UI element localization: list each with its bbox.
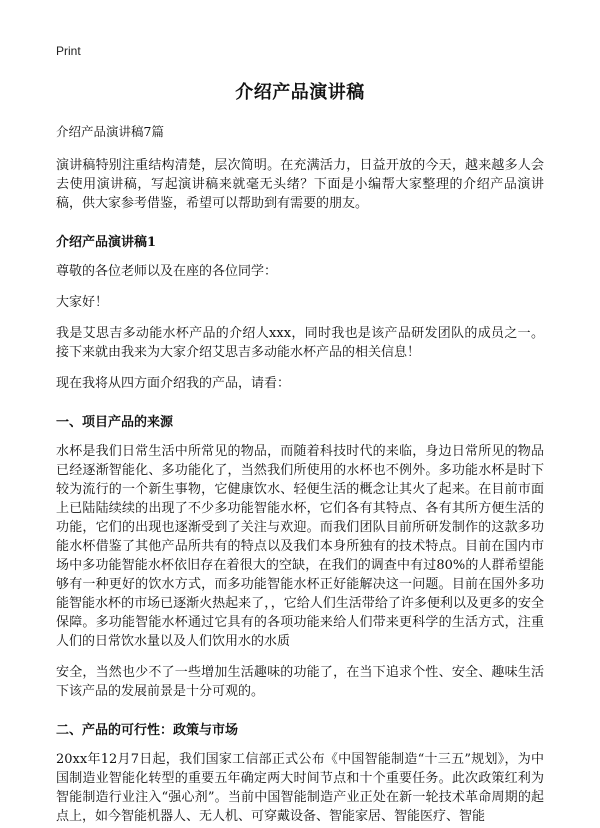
hello-paragraph: 大家好！ bbox=[56, 295, 109, 310]
section-heading-feasibility: 二、产品的可行性：政策与市场 bbox=[56, 723, 239, 738]
intro-paragraph: 演讲稿特别注重结构清楚，层次简明。在充满活力，日益开放的今天，越来越多人会去使用演讲稿，写起演讲稿来就毫无头绪？下面是小编帮大家整理的介绍产品演讲稿，供大家参考借鉴，希望可以帮助到有需要的朋友。 bbox=[56, 158, 544, 211]
section-heading-speech-1: 介绍产品演讲稿1 bbox=[56, 235, 157, 250]
section-heading-source: 一、项目产品的来源 bbox=[56, 415, 174, 430]
policy-paragraph: 20xx年12月7日起，我们国家工信部正式公布《中国智能制造“十三五”规划》，为中国制造业智能化转型的重要五年确定两大时间节点和十个重要任务。此次政策红利为智能制造行业注入“强心剂”。当前中国智能制造产业正处在新一轮技术革命周期的起点上，如今智能机器人、无人机、可穿戴设备、智能家居、智能医疗、智能 bbox=[56, 752, 544, 824]
overview-paragraph: 现在我将从四方面介绍我的产品，请看： bbox=[56, 376, 291, 391]
document-subtitle: 介绍产品演讲稿7篇 bbox=[56, 124, 164, 139]
print-link[interactable]: Print bbox=[56, 44, 81, 58]
safety-paragraph: 安全，当然也少不了一些增加生活趣味的功能了，在当下追求个性、安全、趣味生活下该产品的发展前景是十分可观的。 bbox=[56, 665, 544, 699]
source-paragraph: 水杯是我们日常生活中所常见的物品，而随着科技时代的来临，身边日常所见的物品已经逐渐智能化、多功能化了，当然我们所使用的水杯也不例外。多功能水杯是时下较为流行的一个新生事物，它健康饮水、轻便生活的概念让其火了起来。在目前市面上已陆陆续续的出现了不少多功能智能水杯，它们各有其特点、各有其所方便生活的功能，它们的出现也逐渐受到了关注与欢迎。而我们团队目前所研发制作的这款多功能水杯借鉴了其他产品所共有的特点以及我们本身所独有的技术特点。目前在国内市场中多功能智能水杯依旧存在着很大的空缺，在我们的调查中有过80%的人群希望能够有一种更好的饮水方式，而多功能智能水杯正好能解决这一问题。目前在国外多功能智能水杯的市场已逐渐火热起来了，，它给人们生活带给了许多便利以及更多的安全保障。多功能智能水杯通过它具有的各项功能来给人们带来更科学的生活方式，注重人们的日常饮水量以及人们饮用水的水质 bbox=[56, 444, 544, 649]
greeting-paragraph: 尊敬的各位老师以及在座的各位同学： bbox=[56, 264, 278, 279]
self-intro-paragraph: 我是艾思吉多动能水杯产品的介绍人xxx，同时我也是该产品研发团队的成员之一。接下来就由我来为大家介绍艾思吉多动能水杯产品的相关信息！ bbox=[56, 326, 544, 360]
page-title: 介绍产品演讲稿 bbox=[235, 82, 365, 103]
